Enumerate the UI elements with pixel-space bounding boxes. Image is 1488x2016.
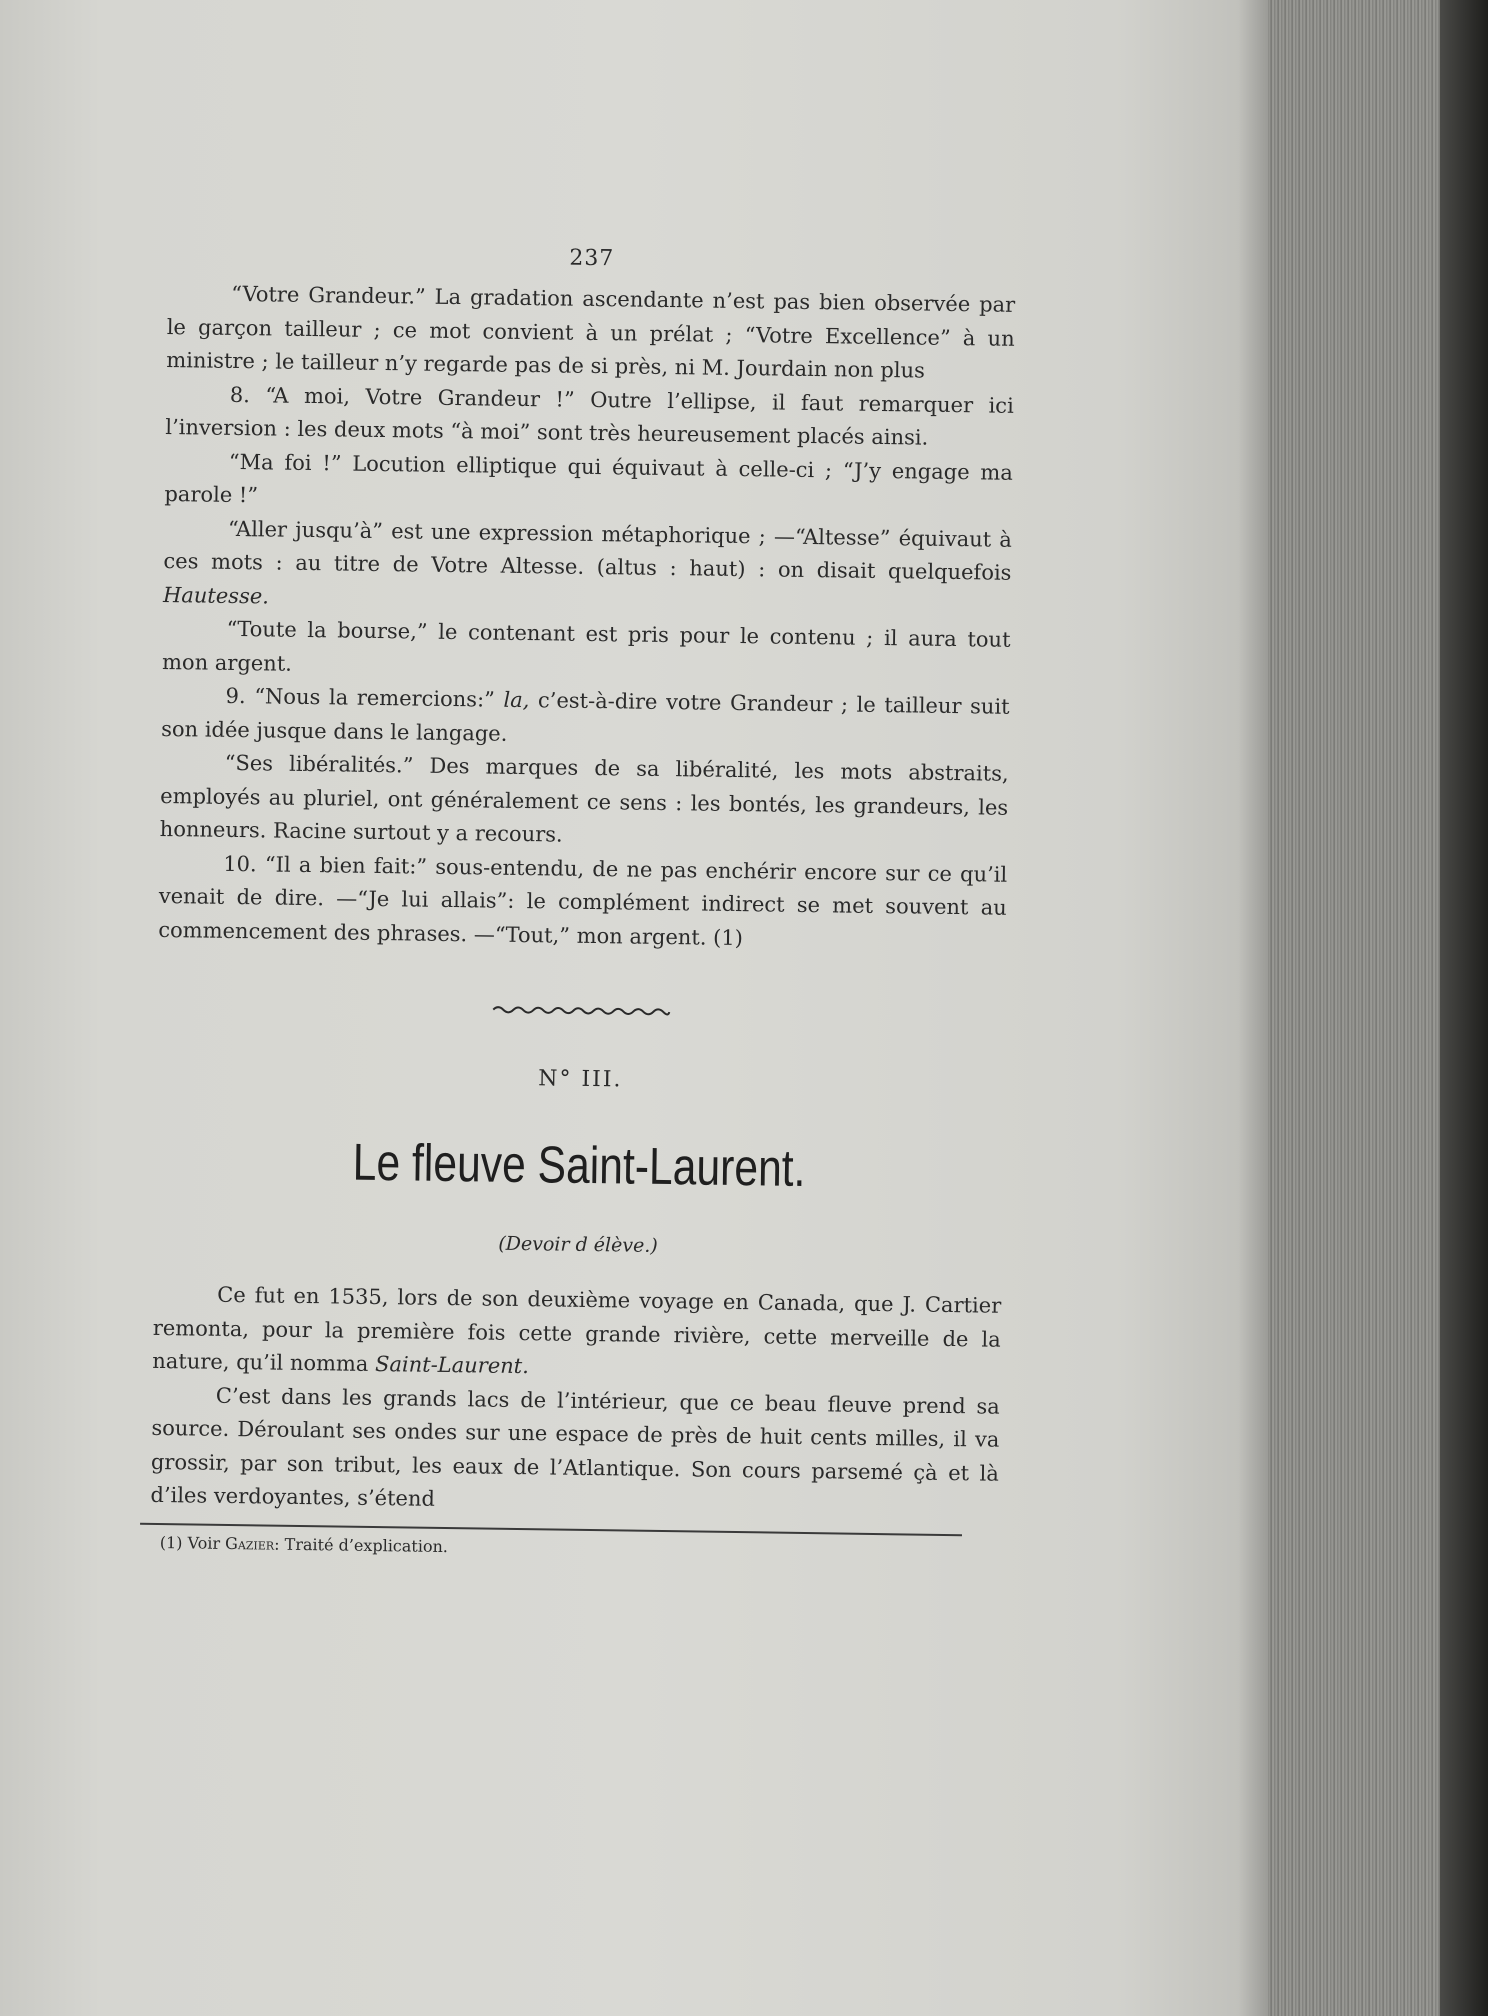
page-content (150, 240, 1016, 1563)
footnote-text: : Traité d’explication. (274, 1534, 449, 1556)
italic-term: Saint-Laurent. (374, 1352, 530, 1379)
paragraph-text: “Ma foi !” Locution elliptique qui équivaut à celle-ci ; “J’y engage ma parole !” (164, 449, 1014, 508)
page-number: 237 (569, 245, 615, 272)
paragraph-2 (165, 377, 1014, 456)
paragraph-text: 8. “A moi, Votre Grandeur !” Outre l’ellipse, il faut remarquer ici l’inversion : les deux mots “à moi” sont très heureusement placés ainsi. (165, 382, 1014, 450)
paragraph-4 (163, 511, 1012, 623)
section-title: Le fleuve Saint-Laurent. (352, 1133, 806, 1198)
section-number: N° III. (537, 1066, 623, 1093)
paragraph-7 (160, 746, 1009, 858)
book-cover-edge (1440, 0, 1488, 2016)
paragraph-text: c’est-à-dire votre Grandeur ; le tailleur suit son idée jusque dans le langage. (161, 688, 1010, 746)
italic-term: Hautesse. (162, 582, 270, 608)
paragraph-6 (161, 679, 1010, 758)
paragraph-5 (162, 612, 1011, 691)
paragraph-text: “Votre Grandeur.” La gradation ascendante n’est pas bien observée par le garçon tailleur ; ce mot convient à un prélat ; “Votre Excellence” à un ministre ; le tailleur n’y regarde pas de si près, ni M. Jourdain non plus (166, 281, 1016, 383)
essay-paragraph-1 (152, 1278, 1001, 1390)
essay-paragraph-2 (150, 1378, 1000, 1524)
paragraph-text: “Aller jusqu’à” est une expression métaphorique ; —“Altesse” équivaut à ces mots : au titre de Votre Altesse. (altus : haut) : on disait quelquefois (163, 516, 1013, 585)
gutter-shadow (1238, 0, 1268, 2016)
paragraph-text: 10. “Il a bien fait:” sous-entendu, de ne pas enchérir encore sur ce qu’il venait de dire. —“Je lui allais”: le complément indirect se met souvent au commencement des phrases. —“Tout,” mon argent. (1) (158, 851, 1008, 950)
paragraph-1 (166, 277, 1015, 389)
paragraph-text: C’est dans les grands lacs de l’intérieur, que ce beau fleuve prend sa source. Déroulant ses ondes sur une espace de près de huit cents milles, il va grossir, par son tribut, les eaux de l’Atlantique. Son cours parsemé çà et là d’iles verdoyantes, s’étend (150, 1383, 1000, 1511)
paragraph-text: Ce fut en 1535, lors de son deuxième voyage en Canada, que J. Cartier remonta, pour la première fois cette grande rivière, cette merveille de la nature, qu’il nomma (152, 1282, 1002, 1377)
section-subtitle: (Devoir d élève.) (498, 1232, 658, 1257)
paragraph-text: “Ses libéralités.” Des marques de sa libéralité, les mots abstraits, employés au pluriel, ont généralement ce sens : les bontés, les grandeurs, les honneurs. Racine surtout y a recours. (159, 750, 1009, 847)
paragraph-8 (158, 846, 1007, 958)
paragraph-text: “Toute la bourse,” le contenant est pris pour le contenu ; il aura tout mon argent. (161, 616, 1011, 676)
paragraph-text: 9. “Nous la remercions:” (225, 683, 504, 712)
wavy-ornament-divider (491, 1002, 671, 1019)
paragraph-3 (164, 444, 1013, 523)
footnote-author: Gazier (225, 1533, 275, 1554)
footnote-marker: (1) Voir (159, 1532, 226, 1553)
italic-term: la, (503, 687, 530, 713)
